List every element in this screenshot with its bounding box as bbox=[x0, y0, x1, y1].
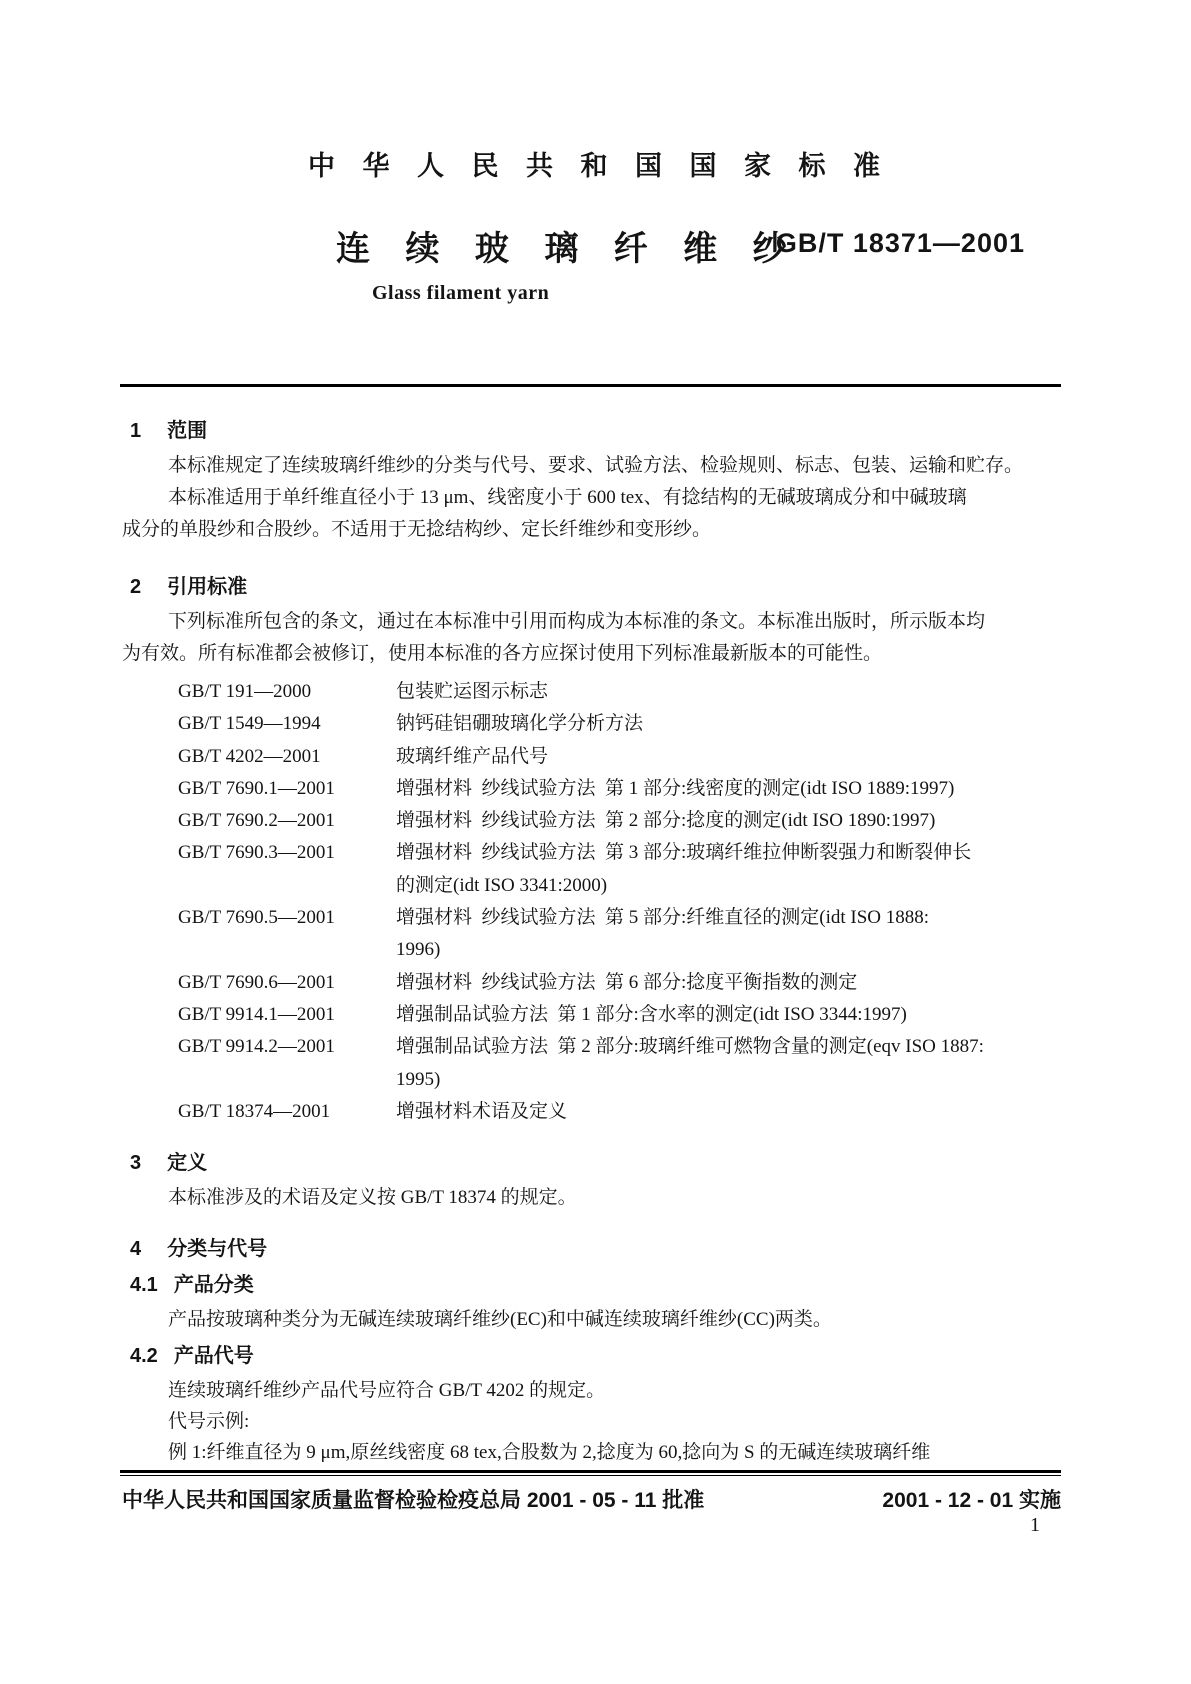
reference-item bbox=[178, 999, 1066, 1031]
scope-paragraph-line: 本标准规定了连续玻璃纤维纱的分类与代号、要求、试验方法、检验规则、标志、包装、运输和贮存。 bbox=[168, 455, 1024, 476]
reference-code: GB/T 7690.6—2001 bbox=[178, 971, 335, 993]
reference-item bbox=[178, 773, 1066, 805]
reference-title-line: 包装贮运图示标志 bbox=[396, 681, 549, 702]
reference-item bbox=[178, 967, 1066, 999]
reference-item bbox=[178, 1096, 1066, 1128]
reference-title-line: 增强材料 纱线试验方法 第 3 部分:玻璃纤维拉伸断裂强力和断裂伸长 bbox=[396, 842, 972, 864]
reference-item bbox=[178, 1031, 1066, 1096]
reference-title-line: 增强材料 纱线试验方法 第 6 部分:捻度平衡指数的测定 bbox=[396, 971, 858, 993]
reference-title-line: 的测定(idt ISO 3341:2000) bbox=[396, 874, 608, 896]
reference-code: GB/T 1549—1994 bbox=[178, 713, 321, 735]
subsection-title: 产品分类 bbox=[173, 1274, 254, 1297]
subsection-heading-product-classification bbox=[130, 1272, 1066, 1298]
product-code-line: 连续玻璃纤维纱产品代号应符合 GB/T 4202 的规定。 bbox=[168, 1380, 606, 1402]
reference-code: GB/T 9914.2—2001 bbox=[178, 1036, 335, 1058]
reference-title-line: 增强材料 纱线试验方法 第 2 部分:捻度的测定(idt ISO 1890:1997) bbox=[396, 810, 936, 832]
section-number: 4 bbox=[130, 1238, 142, 1261]
reference-code: GB/T 7690.3—2001 bbox=[178, 842, 335, 864]
standard-code: GB/T 18371—2001 bbox=[775, 228, 1025, 258]
reference-title-line: 1996) bbox=[396, 939, 441, 961]
reference-title bbox=[396, 773, 1066, 805]
section-title: 分类与代号 bbox=[167, 1238, 268, 1261]
reference-code: GB/T 9914.1—2001 bbox=[178, 1003, 335, 1025]
reference-title-line: 钠钙硅铝硼玻璃化学分析方法 bbox=[396, 713, 644, 735]
standard-title-chinese: 连 续 玻 璃 纤 维 纱 bbox=[336, 230, 800, 268]
reference-title-line: 增强材料术语及定义 bbox=[396, 1100, 568, 1122]
section-title: 定义 bbox=[167, 1152, 208, 1175]
reference-item bbox=[178, 676, 1066, 708]
footer bbox=[122, 1484, 1061, 1514]
section-number: 2 bbox=[130, 576, 142, 598]
section-title: 范围 bbox=[167, 420, 208, 442]
subsection-number: 4.1 bbox=[130, 1274, 158, 1297]
code-example-line: 例 1:纤维直径为 9 μm,原丝线密度 68 tex,合股数为 2,捻度为 60,捻向为 S 的无碱连续玻璃纤维 bbox=[168, 1442, 931, 1464]
definitions-paragraph-line: 本标准涉及的术语及定义按 GB/T 18374 的规定。 bbox=[168, 1187, 577, 1209]
reference-title bbox=[396, 967, 1066, 999]
references-intro-line: 下列标准所包含的条文，通过在本标准中引用而构成为本标准的条文。本标准出版时，所示版本均 bbox=[168, 611, 986, 632]
reference-code: GB/T 4202—2001 bbox=[178, 745, 321, 767]
footer-divider-rule bbox=[120, 1470, 1061, 1476]
reference-title-line: 1995) bbox=[396, 1068, 441, 1090]
section-number: 1 bbox=[130, 420, 142, 442]
reference-code: GB/T 191—2000 bbox=[178, 681, 312, 702]
reference-title bbox=[396, 1096, 1066, 1128]
reference-title-line: 增强制品试验方法 第 2 部分:玻璃纤维可燃物含量的测定(eqv ISO 1887: bbox=[396, 1036, 984, 1058]
national-standard-label: 中 华 人 民 共 和 国 国 家 标 准 bbox=[308, 151, 891, 181]
reference-code: GB/T 18374—2001 bbox=[178, 1100, 331, 1122]
section-number: 3 bbox=[130, 1152, 142, 1175]
code-example-label: 代号示例: bbox=[168, 1411, 250, 1433]
reference-code: GB/T 7690.5—2001 bbox=[178, 907, 335, 929]
document-body bbox=[122, 404, 1066, 1468]
standard-title-english: Glass filament yarn bbox=[372, 282, 550, 304]
product-classification-line: 产品按玻璃种类分为无碱连续玻璃纤维纱(EC)和中碱连续玻璃纤维纱(CC)两类。 bbox=[168, 1309, 832, 1331]
reference-title bbox=[396, 902, 1066, 967]
scope-paragraph-line: 成分的单股纱和合股纱。不适用于无捻结构纱、定长纤维纱和变形纱。 bbox=[122, 519, 712, 540]
subsection-title: 产品代号 bbox=[173, 1345, 254, 1368]
page-number: 1 bbox=[1030, 1514, 1040, 1536]
section-heading-scope bbox=[130, 418, 1066, 444]
classification-section bbox=[122, 1236, 1066, 1468]
reference-item bbox=[178, 837, 1066, 902]
references-intro-line: 为有效。所有标准都会被修订，使用本标准的各方应探讨使用下列标准最新版本的可能性。 bbox=[122, 643, 883, 664]
reference-item bbox=[178, 902, 1066, 967]
reference-title bbox=[396, 805, 1066, 837]
header-divider-rule bbox=[120, 384, 1061, 387]
reference-code: GB/T 7690.1—2001 bbox=[178, 777, 335, 799]
reference-item bbox=[178, 805, 1066, 837]
reference-title bbox=[396, 676, 1066, 708]
reference-title bbox=[396, 999, 1066, 1031]
reference-title bbox=[396, 708, 1066, 740]
reference-title-line: 增强材料 纱线试验方法 第 5 部分:纤维直径的测定(idt ISO 1888: bbox=[396, 907, 930, 929]
scope-paragraph-line: 本标准适用于单纤维直径小于 13 μm、线密度小于 600 tex、有捻结构的无碱玻璃成分和中碱玻璃 bbox=[168, 487, 967, 508]
section-heading-references bbox=[130, 574, 1066, 600]
reference-title-line: 增强材料 纱线试验方法 第 1 部分:线密度的测定(idt ISO 1889:1997) bbox=[396, 777, 955, 799]
reference-title bbox=[396, 741, 1066, 773]
reference-title bbox=[396, 1031, 1066, 1096]
reference-title bbox=[396, 837, 1066, 902]
reference-title-line: 增强制品试验方法 第 1 部分:含水率的测定(idt ISO 3344:1997) bbox=[396, 1003, 907, 1025]
section-heading-classification bbox=[130, 1236, 1066, 1262]
section-title: 引用标准 bbox=[167, 576, 248, 598]
references-list bbox=[122, 676, 1066, 1128]
reference-code: GB/T 7690.2—2001 bbox=[178, 810, 335, 832]
section-heading-definitions bbox=[130, 1150, 1066, 1176]
subsection-number: 4.2 bbox=[130, 1345, 158, 1368]
reference-item bbox=[178, 741, 1066, 773]
reference-item bbox=[178, 708, 1066, 740]
subsection-heading-product-code bbox=[130, 1343, 1066, 1369]
reference-title-line: 玻璃纤维产品代号 bbox=[396, 745, 549, 767]
approval-statement: 中华人民共和国国家质量监督检验检疫总局 2001 - 05 - 11 批准 bbox=[122, 1489, 705, 1512]
implementation-date: 2001 - 12 - 01 实施 bbox=[882, 1489, 1061, 1512]
